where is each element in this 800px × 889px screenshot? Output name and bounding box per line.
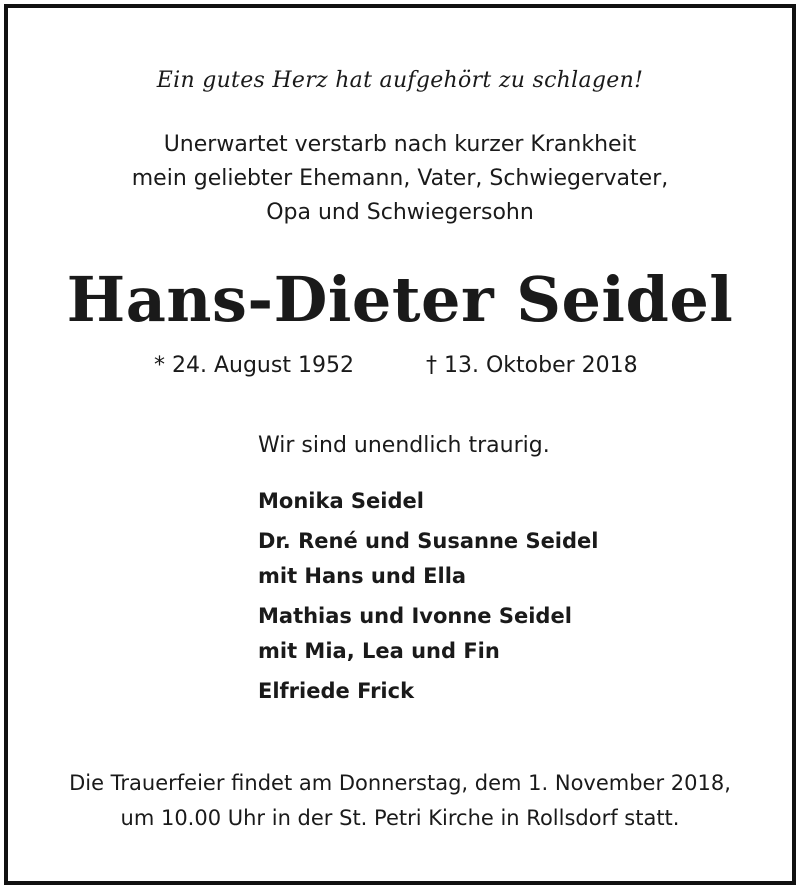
death-date: † 13. Oktober 2018 (426, 353, 638, 378)
family-line: mit Mia, Lea und Fin (258, 639, 500, 663)
funeral-line-2: um 10.00 Uhr in der St. Petri Kirche in Rollsdorf statt. (120, 806, 680, 830)
notice-frame (4, 4, 796, 885)
family-line: Mathias und Ivonne Seidel (258, 604, 572, 628)
family-group (258, 599, 598, 669)
intro-line-1: Unerwartet verstarb nach kurzer Krankheit (163, 132, 637, 157)
family-group (258, 524, 598, 594)
funeral-line-1: Die Trauerfeier findet am Donnerstag, dem 1. November 2018, (69, 771, 731, 795)
family-list (258, 484, 598, 714)
family-line: mit Hans und Ella (258, 564, 467, 588)
deceased-name: Hans-Dieter Seidel (66, 263, 734, 336)
family-line: Monika Seidel (258, 489, 424, 513)
intro-line-3: Opa und Schwiegersohn (266, 200, 534, 225)
family-group (258, 484, 598, 519)
funeral-info (8, 766, 792, 836)
mourning-text: Wir sind unendlich traurig. (258, 433, 550, 458)
family-line: Elfriede Frick (258, 679, 415, 703)
birth-date: * 24. August 1952 (154, 353, 354, 378)
intro-text (8, 128, 792, 230)
intro-line-2: mein geliebter Ehemann, Vater, Schwiegervater, (131, 166, 669, 191)
motto-line: Ein gutes Herz hat aufgehört zu schlagen! (156, 68, 644, 93)
family-group (258, 674, 598, 709)
family-line: Dr. René und Susanne Seidel (258, 529, 599, 553)
